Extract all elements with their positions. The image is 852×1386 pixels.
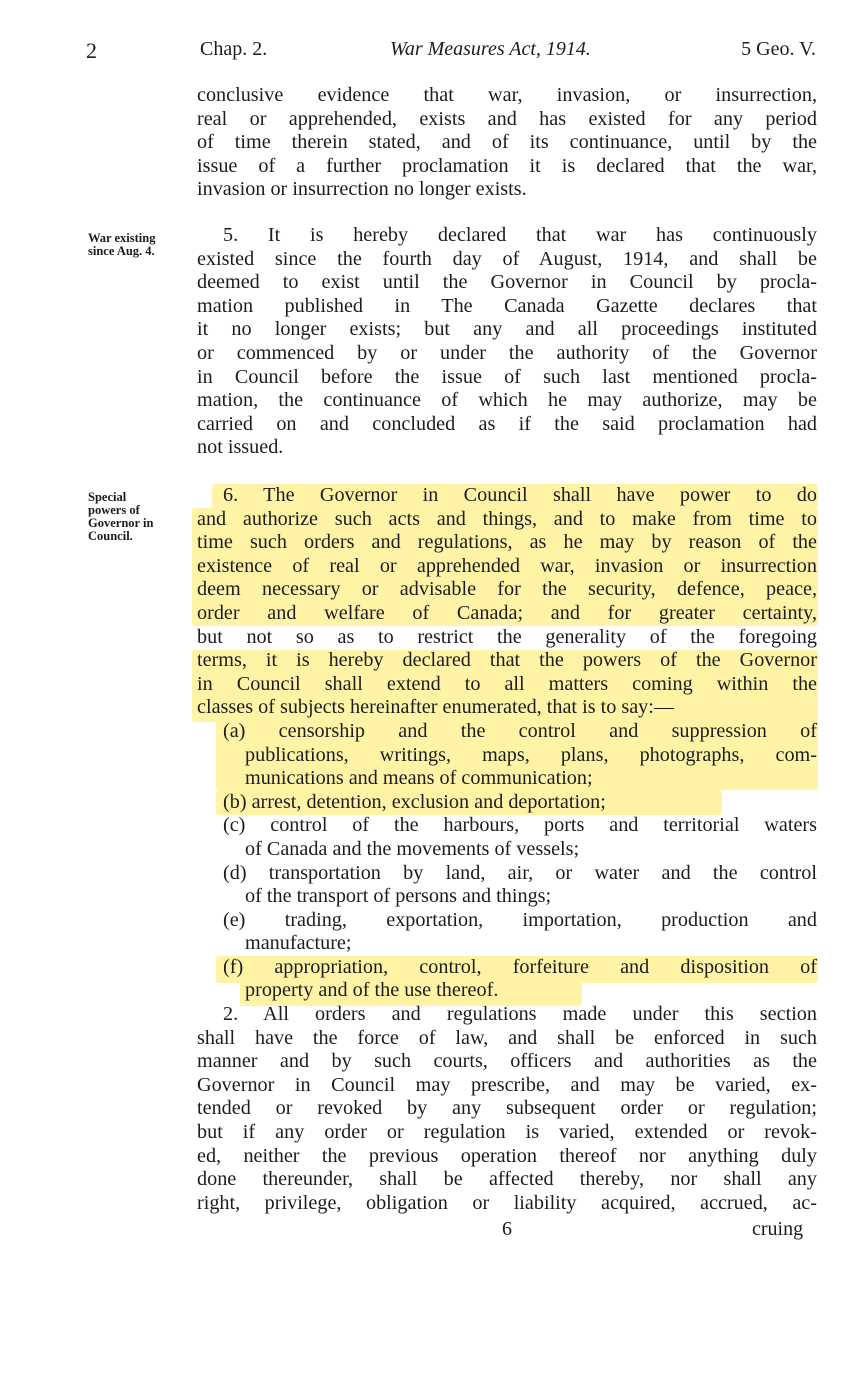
act-title: War Measures Act, 1914. [390, 38, 591, 60]
margin-note-line: Council. [88, 529, 133, 543]
margin-note-line: powers of [88, 503, 140, 517]
enumerated-item-line: property and of the use thereof. [245, 979, 499, 1002]
margin-note-section-5 [88, 232, 188, 258]
regnal-year: 5 Geo. V. [741, 38, 816, 60]
section-6-paragraph [197, 484, 817, 1215]
section-6-line: existence of real or apprehended war, invasion or insurrection [197, 554, 817, 577]
enumerated-item-line: (f) appropriation, control, forfeiture and disposition of [223, 955, 817, 978]
text-line: issue of a further proclamation it is declared that the war, [197, 154, 817, 177]
enumerated-item-line: (c) control of the harbours, ports and territorial waters [223, 814, 817, 837]
chapter-label: Chap. 2. [200, 38, 268, 60]
enumerated-item-line: munications and means of communication; [245, 767, 593, 790]
enumerated-item [197, 720, 817, 791]
text-line: invasion or insurrection no longer exists. [197, 178, 527, 201]
page-number: 2 [86, 38, 97, 63]
enumerated-item [197, 862, 817, 909]
section-5-line: not issued. [197, 436, 284, 459]
subsection-2-line: but if any order or regulation is varied, extended or revok- [197, 1121, 817, 1144]
section-5-line: mation published in The Canada Gazette declares that [197, 294, 817, 317]
enumerated-item-line: (a) censorship and the control and suppression of [223, 719, 817, 742]
enumerated-item [197, 791, 817, 815]
subsection-2-line: done thereunder, shall be affected thereby, nor shall any [197, 1168, 817, 1191]
section-6-line: but not so as to restrict the generality of the foregoing [197, 625, 817, 648]
subsection-2-line: ed, neither the previous operation thereof nor anything duly [197, 1144, 817, 1167]
section-5-line: carried on and concluded as if the said proclamation had [197, 412, 817, 435]
enumerated-item-line: manufacture; [245, 932, 352, 955]
margin-note-section-6 [88, 491, 188, 543]
enumerated-item-line: (b) arrest, detention, exclusion and deportation; [223, 790, 606, 813]
subsection-2-line: tended or revoked by any subsequent order or regulation; [197, 1097, 817, 1120]
section-5-line: existed since the fourth day of August, 1914, and shall be [197, 247, 817, 270]
folio-number: 6 [502, 1218, 512, 1240]
running-head [0, 38, 852, 68]
section-6-line: time such orders and regulations, as he may by reason of the [197, 531, 817, 554]
subsection-2 [197, 1003, 817, 1215]
section-5-line: mation, the continuance of which he may authorize, may be [197, 389, 817, 412]
section-6-line: and authorize such acts and things, and to make from time to [197, 507, 817, 530]
section-5-line: in Council before the issue of such last mentioned procla- [197, 365, 817, 388]
margin-note-line: War existing [88, 231, 156, 245]
enumerated-item-line: of Canada and the movements of vessels; [245, 837, 580, 860]
subsection-2-line: Governor in Council may prescribe, and may be varied, ex- [197, 1073, 817, 1096]
section-6-line: classes of subjects hereinafter enumerated, that is to say:— [197, 696, 675, 719]
section-6-line: in Council shall extend to all matters coming within the [197, 672, 817, 695]
intro-paragraph [197, 84, 817, 202]
section-5-line: 5. It is hereby declared that war has continuously [223, 224, 817, 246]
enumerated-item-line: (d) transportation by land, air, or water and the control [223, 861, 817, 884]
subsection-2-line: shall have the force of law, and shall be enforced in such [197, 1026, 817, 1049]
section-5-line: or commenced by or under the authority of the Governor [197, 341, 817, 364]
section-6-line: order and welfare of Canada; and for greater certainty, [197, 601, 817, 624]
margin-note-line: Governor in [88, 516, 154, 530]
text-line: real or apprehended, exists and has existed for any period [197, 107, 817, 130]
section-6-line: 6. The Governor in Council shall have power to do [223, 484, 817, 506]
enumerated-item-line: publications, writings, maps, plans, photographs, com- [245, 743, 817, 766]
text-line: of time therein stated, and of its continuance, until by the [197, 131, 817, 154]
subsection-2-line: 2. All orders and regulations made under this section [223, 1003, 817, 1026]
section-6-line: deem necessary or advisable for the security, defence, peace, [197, 578, 817, 601]
section-5-paragraph [197, 224, 817, 460]
subsection-2-line: right, privilege, obligation or liability acquired, accrued, ac- [197, 1191, 817, 1214]
section-6-line: terms, it is hereby declared that the powers of the Governor [197, 649, 817, 672]
section-5-line: it no longer exists; but any and all proceedings instituted [197, 318, 817, 341]
catchword: cruing [752, 1218, 804, 1240]
enumerated-item [197, 814, 817, 861]
text-line: conclusive evidence that war, invasion, or insurrection, [197, 84, 817, 106]
section-5-line: deemed to exist until the Governor in Council by procla- [197, 271, 817, 294]
margin-note-line: Special [88, 490, 127, 504]
enumerated-item-line: (e) trading, exportation, importation, production and [223, 908, 817, 931]
enumerated-item [197, 956, 817, 1003]
subsection-2-line: manner and by such courts, officers and authorities as the [197, 1050, 817, 1073]
enumerated-item [197, 909, 817, 956]
margin-note-line: since Aug. 4. [88, 244, 155, 258]
enumerated-item-line: of the transport of persons and things; [245, 885, 552, 908]
